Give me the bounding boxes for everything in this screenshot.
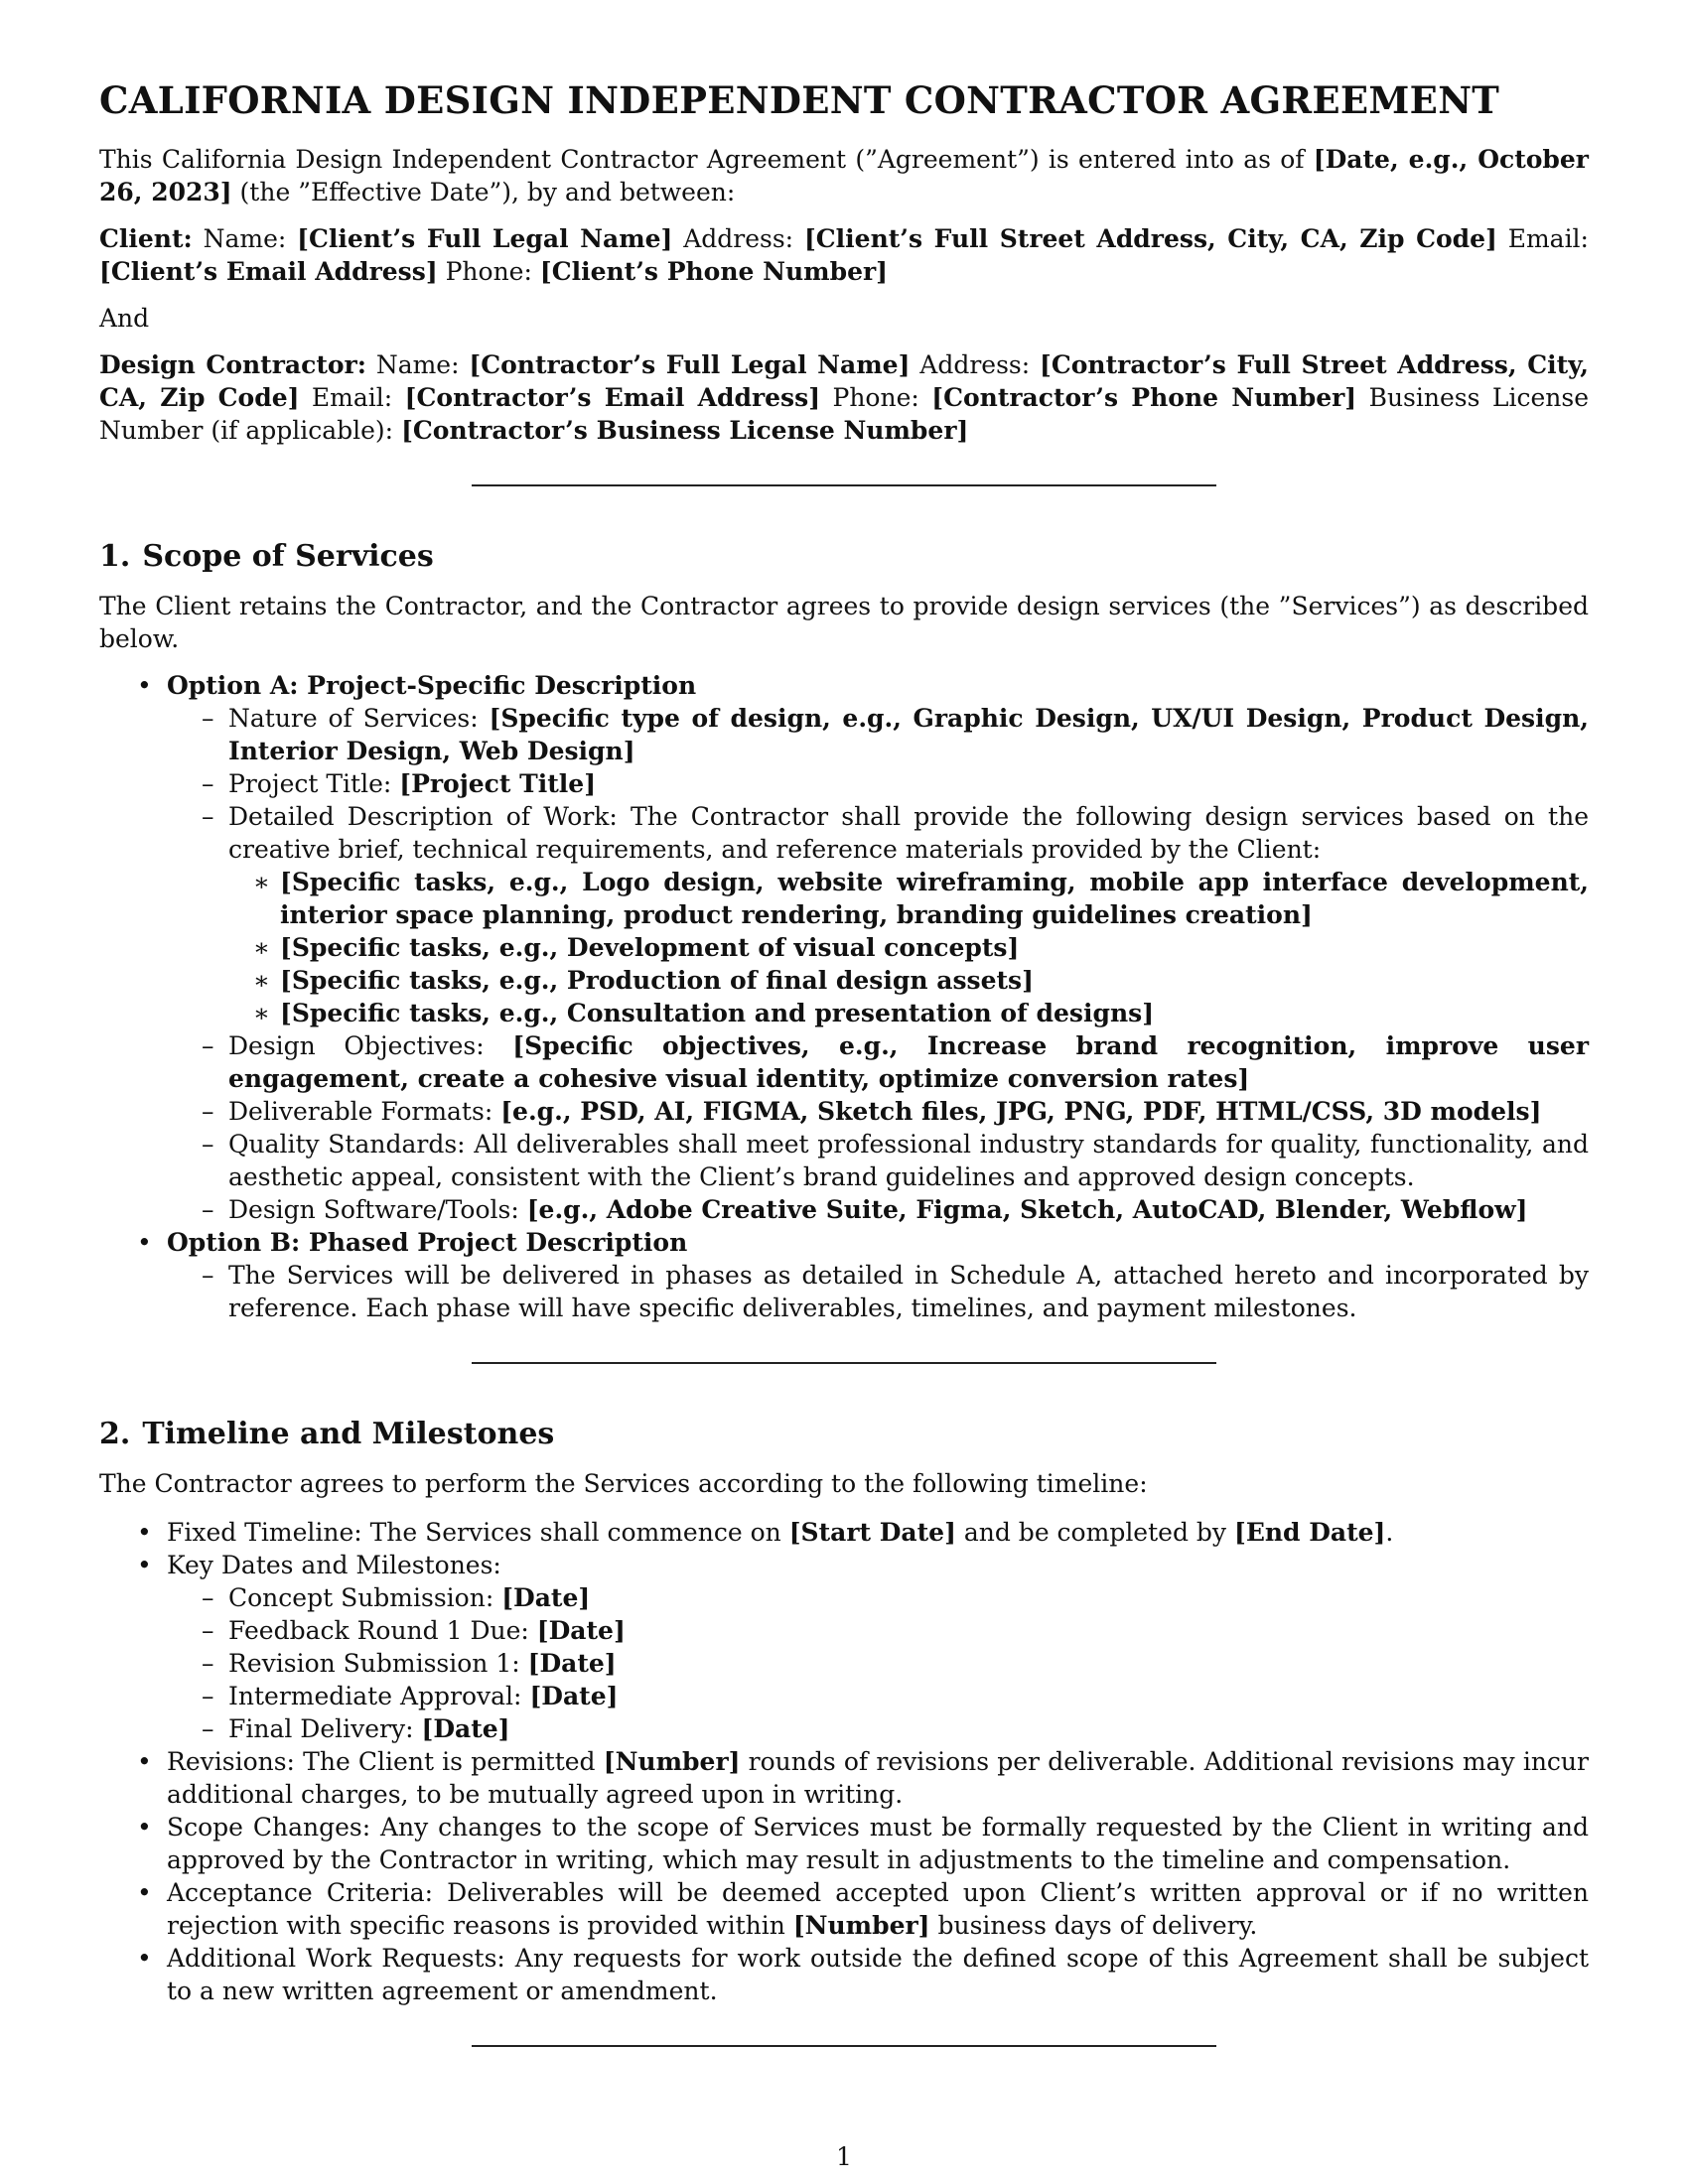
contractor-license-placeholder: [Contractor’s Business License Number]	[401, 416, 969, 445]
scope-intro: The Client retains the Contractor, and the Contractor agrees to provide design services (the ”Services”) as described below.	[99, 592, 1589, 653]
list-item	[99, 1516, 1589, 1549]
contractor-address-placeholder: [Contractor’s Full Street Address, City, CA, Zip Code]	[99, 350, 1589, 412]
fixed-timeline-text: .	[1385, 1518, 1394, 1547]
revisions-text: Revisions: The Client is permitted	[167, 1747, 604, 1776]
milestone-label: Concept Submission:	[228, 1583, 494, 1612]
project-title-label: Project Title:	[228, 769, 392, 798]
objectives-placeholder: [Specific objectives, e.g., Increase brand recognition, improve user engagement, create a cohesive visual identity, optimize conversion rates]	[228, 1031, 1589, 1093]
intro-text: This California Design Independent Contractor Agreement (”Agreement”) is entered into as of	[99, 145, 1314, 174]
document-title: CALIFORNIA DESIGN INDEPENDENT CONTRACTOR AGREEMENT	[99, 78, 1500, 122]
detailed-description-text: Detailed Description of Work: The Contractor shall provide the following design services based on the creative brief, technical requirements, and reference materials provided by the Client:	[228, 802, 1589, 864]
project-title-placeholder: [Project Title]	[399, 769, 597, 798]
intro-text-end: (the ”Effective Date”), by and between:	[231, 178, 736, 206]
contractor-email-label: Email:	[311, 383, 393, 412]
milestone-date-placeholder: [Date]	[529, 1682, 619, 1710]
list-item	[167, 800, 1589, 1029]
revisions-text: rounds of revisions per deliverable. Additional revisions may incur additional charges, to be mutually agreed upon in writing.	[167, 1747, 1589, 1809]
timeline-list	[99, 1516, 1589, 2007]
list-item	[167, 1193, 1589, 1226]
option-a-label: Option A: Project-Specific Description	[167, 671, 697, 700]
revisions-number-placeholder: [Number]	[603, 1747, 741, 1776]
client-email-placeholder: [Client’s Email Address]	[99, 257, 438, 286]
client-email-label: Email:	[1507, 224, 1589, 253]
list-item	[167, 767, 1589, 800]
milestone-label: Final Delivery:	[228, 1714, 414, 1743]
formats-placeholder: [e.g., PSD, AI, FIGMA, Sketch files, JPG, PNG, PDF, HTML/CSS, 3D models]	[500, 1097, 1542, 1126]
list-item	[167, 1095, 1589, 1128]
list-item: • Scope Changes: Any changes to the scope of Services must be formally requested by the Client in writing and approved by the Contractor in writing, which may result in adjustments to the timeline and compensation.	[99, 1811, 1589, 1876]
client-block	[99, 222, 1589, 288]
task-placeholder: [Specific tasks, e.g., Consultation and presentation of designs]	[280, 999, 1155, 1027]
formats-label: Deliverable Formats:	[228, 1097, 493, 1126]
contractor-email-placeholder: [Contractor’s Email Address]	[404, 383, 821, 412]
list-item: • Additional Work Requests: Any requests for work outside the defined scope of this Agreement shall be subject to a new written agreement or amendment.	[99, 1942, 1589, 2007]
milestone-label: Revision Submission 1:	[228, 1649, 520, 1678]
client-name-label: Name:	[203, 224, 287, 253]
acceptance-text: Acceptance Criteria: Deliverables will be deemed accepted upon Client’s written approval or if no written rejection with specific reasons is provided within	[167, 1878, 1589, 1940]
task-item	[228, 931, 1589, 964]
section-divider	[472, 2045, 1216, 2047]
task-item	[228, 997, 1589, 1029]
list-item	[99, 1745, 1589, 1811]
list-item: – Quality Standards: All deliverables shall meet professional industry standards for quality, functionality, and aesthetic appeal, consistent with the Client’s brand guidelines and approved design concepts.	[167, 1128, 1589, 1193]
section-divider	[472, 484, 1216, 486]
milestone-label: Feedback Round 1 Due:	[228, 1616, 529, 1645]
contractor-heading: Design Contractor:	[99, 350, 366, 379]
fixed-timeline-text: Fixed Timeline: The Services shall commence on	[167, 1518, 789, 1547]
list-item	[99, 1876, 1589, 1942]
fixed-timeline-text: and be completed by	[955, 1518, 1234, 1547]
end-date-placeholder: [End Date]	[1233, 1518, 1386, 1547]
section-heading-timeline	[99, 1416, 1589, 1453]
option-a-sublist	[167, 702, 1589, 1226]
nature-placeholder: [Specific type of design, e.g., Graphic Design, UX/UI Design, Product Design, Interior Design, Web Design]	[228, 704, 1589, 765]
effective-date-placeholder: [Date, e.g., October 26, 2023]	[99, 145, 1589, 206]
milestones-sublist	[167, 1581, 1589, 1745]
contractor-address-label: Address:	[919, 350, 1031, 379]
section-title: Scope of Services	[142, 539, 434, 574]
milestone-item	[167, 1680, 1589, 1712]
start-date-placeholder: [Start Date]	[788, 1518, 956, 1547]
software-placeholder: [e.g., Adobe Creative Suite, Figma, Sketch, AutoCAD, Blender, Webflow]	[526, 1195, 1528, 1224]
list-item	[99, 1549, 1589, 1745]
contractor-name-placeholder: [Contractor’s Full Legal Name]	[469, 350, 911, 379]
client-address-placeholder: [Client’s Full Street Address, City, CA, Zip Code]	[803, 224, 1497, 253]
milestone-date-placeholder: [Date]	[536, 1616, 626, 1645]
option-b-label: Option B: Phased Project Description	[167, 1228, 688, 1257]
acceptance-number-placeholder: [Number]	[792, 1911, 930, 1940]
task-item	[228, 964, 1589, 997]
client-phone-label: Phone:	[445, 257, 532, 286]
contractor-name-label: Name:	[375, 350, 460, 379]
page-number: 1	[836, 2142, 852, 2171]
client-name-placeholder: [Client’s Full Legal Name]	[297, 224, 673, 253]
timeline-intro: The Contractor agrees to perform the Services according to the following timeline:	[99, 1469, 1148, 1498]
objectives-label: Design Objectives:	[228, 1031, 485, 1060]
and-text: And	[99, 304, 150, 333]
client-address-label: Address:	[683, 224, 794, 253]
milestone-date-placeholder: [Date]	[421, 1714, 510, 1743]
key-dates-label: Key Dates and Milestones:	[167, 1551, 501, 1579]
task-item	[228, 866, 1589, 931]
contractor-block	[99, 348, 1589, 447]
scope-options-list	[99, 669, 1589, 1324]
section-number: 1.	[99, 539, 131, 574]
milestone-item	[167, 1581, 1589, 1614]
milestone-item	[167, 1647, 1589, 1680]
software-label: Design Software/Tools:	[228, 1195, 519, 1224]
option-b-sublist	[167, 1259, 1589, 1324]
section-divider	[472, 1362, 1216, 1364]
tasks-sublist	[228, 866, 1589, 1029]
milestone-item	[167, 1712, 1589, 1745]
option-a-item	[99, 669, 1589, 1226]
list-item	[167, 1029, 1589, 1095]
client-phone-placeholder: [Client’s Phone Number]	[539, 257, 888, 286]
task-placeholder: [Specific tasks, e.g., Production of final design assets]	[280, 966, 1034, 995]
client-heading: Client:	[99, 224, 193, 253]
task-placeholder: [Specific tasks, e.g., Logo design, website wireframing, mobile app interface development, interior space planning, product rendering, branding guidelines creation]	[280, 868, 1589, 929]
contractor-license-label: Business License Number (if applicable):	[99, 383, 1590, 445]
section-number: 2.	[99, 1417, 131, 1451]
section-title: Timeline and Milestones	[142, 1417, 555, 1451]
intro-paragraph	[99, 143, 1589, 208]
contractor-phone-placeholder: [Contractor’s Phone Number]	[931, 383, 1357, 412]
contractor-phone-label: Phone:	[832, 383, 919, 412]
document-page	[99, 77, 1589, 2047]
list-item: – The Services will be delivered in phases as detailed in Schedule A, attached hereto and incorporated by reference. Each phase will have specific deliverables, timelines, and payment milestones.	[167, 1259, 1589, 1324]
list-item	[167, 702, 1589, 767]
acceptance-text: business days of delivery.	[929, 1911, 1258, 1940]
task-placeholder: [Specific tasks, e.g., Development of visual concepts]	[280, 933, 1020, 962]
milestone-date-placeholder: [Date]	[527, 1649, 617, 1678]
milestone-item	[167, 1614, 1589, 1647]
section-heading-scope	[99, 538, 1589, 576]
milestone-label: Intermediate Approval:	[228, 1682, 522, 1710]
nature-label: Nature of Services:	[228, 704, 479, 733]
option-b-item	[99, 1226, 1589, 1324]
milestone-date-placeholder: [Date]	[501, 1583, 591, 1612]
